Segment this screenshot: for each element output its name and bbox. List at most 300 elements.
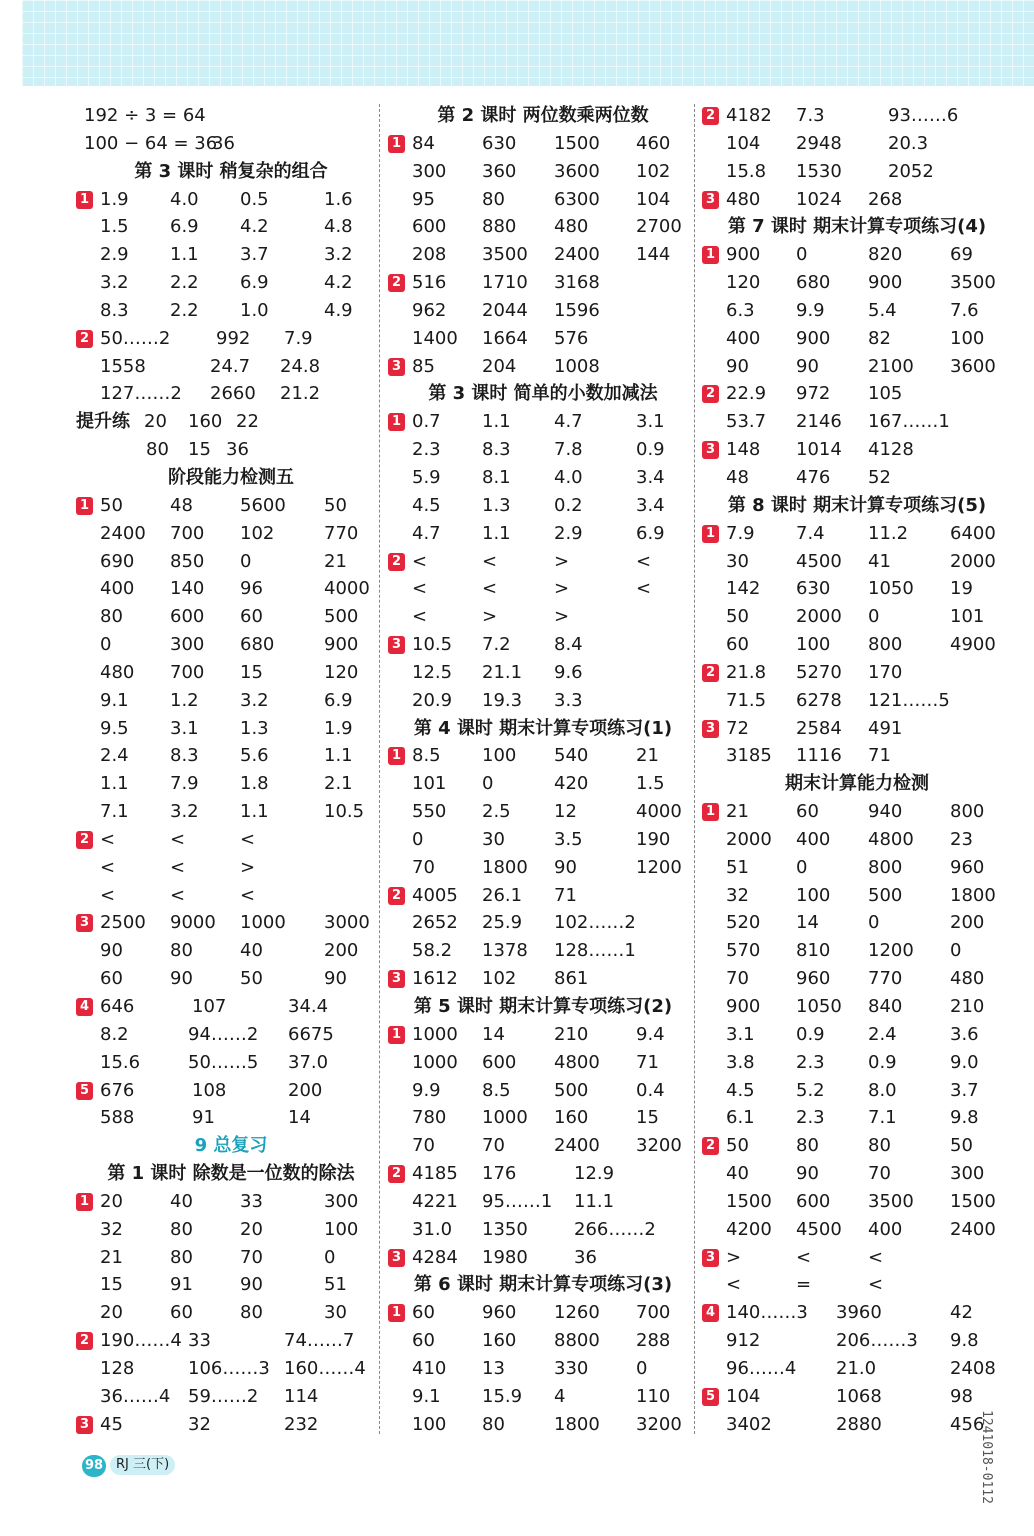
section-heading: 第 6 课时 期末计算专项练习(3) [413,1274,673,1296]
answer-value: 24.7 [210,355,251,377]
answer-row [76,548,386,576]
answer-row [76,631,386,659]
answer-value: 4200 [726,1218,772,1240]
answer-value: 7.2 [482,634,511,656]
answer-row [702,353,1012,381]
question-number-badge: 2 [76,330,93,348]
answer-value: 3600 [950,355,996,377]
answer-value: 6.1 [726,1107,755,1129]
answer-value: 4005 [412,884,458,906]
answer-row [702,297,1012,325]
answer-value: 2.2 [170,299,199,321]
answer-value: 104 [726,132,761,154]
question-number-badge: 1 [388,135,405,153]
answer-value: 85 [412,355,435,377]
answer-value: 3.8 [726,1051,755,1073]
answer-value: 0 [100,634,112,656]
answer-value: 30 [324,1302,347,1324]
question-number-badge: 3 [76,1416,93,1434]
answer-value: 90 [240,1274,263,1296]
answer-value: 9.8 [950,1107,979,1129]
answer-column-2 [388,102,698,1439]
answer-row [388,909,698,937]
answer-value: 37.0 [288,1051,329,1073]
answer-value: 96 [240,578,263,600]
answer-row [388,1383,698,1411]
answer-value: < [868,1246,884,1268]
answer-value: 680 [240,634,275,656]
answer-value: 48 [726,466,749,488]
column-divider [694,104,695,1434]
answer-value: 90 [324,968,347,990]
question-number-badge: 3 [388,970,405,988]
answer-value: 2652 [412,912,458,934]
answer-value: 160 [188,411,223,433]
answer-value: 288 [636,1330,671,1352]
answer-value: 102 [240,522,275,544]
answer-value: 400 [868,1218,903,1240]
answer-row [702,1104,1012,1132]
question-number-badge: 2 [388,887,405,905]
section-heading: 阶段能力检测五 [168,466,294,488]
answer-row [702,1077,1012,1105]
answer-value: 13 [482,1357,505,1379]
answer-value: 59……2 [188,1385,259,1407]
answer-row [702,659,1012,687]
answer-row [388,854,698,882]
answer-value: 206……3 [836,1330,918,1352]
answer-value: 460 [636,132,671,154]
answer-row [388,1355,698,1383]
answer-value: 6.9 [324,689,353,711]
answer-value: 630 [482,132,517,154]
answer-value: 21.0 [836,1357,877,1379]
answer-value: 142 [726,578,761,600]
answer-value: < [412,550,428,572]
question-number-badge: 2 [388,1165,405,1183]
answer-value: 2.4 [100,745,129,767]
answer-value: = [796,1274,812,1296]
answer-value: 0 [412,828,424,850]
answer-value: 4185 [412,1163,458,1185]
answer-value: 4.8 [324,216,353,238]
question-number-badge: 3 [702,1249,719,1267]
answer-row [388,408,698,436]
answer-value: 70 [240,1246,263,1268]
answer-value: < [100,828,116,850]
answer-value: 101 [950,606,985,628]
answer-value: 600 [482,1051,517,1073]
answer-value: 2052 [888,160,934,182]
answer-value: 4500 [796,1218,842,1240]
answer-value: 0 [796,244,808,266]
answer-value: 160 [482,1330,517,1352]
answer-value: 600 [412,216,447,238]
answer-value: 3.2 [240,689,269,711]
answer-value: 7.4 [796,522,825,544]
answer-row [388,1244,698,1272]
answer-value: 2584 [796,717,842,739]
answer-value: 4.0 [554,466,583,488]
answer-row [76,1327,386,1355]
answer-value: 8.5 [482,1079,511,1101]
answer-row [702,520,1012,548]
answer-value: 15 [240,661,263,683]
question-number-badge: 2 [76,1332,93,1350]
answer-value: 104 [726,1385,761,1407]
answer-value: 1558 [100,355,146,377]
answer-value: 4128 [868,439,914,461]
answer-value: 880 [482,216,517,238]
answer-value: 9.0 [950,1051,979,1073]
answer-value: 100 [950,327,985,349]
answer-value: 121……5 [868,689,950,711]
answer-value: 972 [796,383,831,405]
answer-value: 11.1 [574,1190,615,1212]
answer-value: 60 [412,1302,435,1324]
answer-value: 0 [796,856,808,878]
answer-value: 2100 [868,355,914,377]
answer-value: 3.1 [636,411,665,433]
answer-row [702,993,1012,1021]
answer-value: 2660 [210,383,256,405]
answer-row [388,882,698,910]
answer-value: 41 [868,550,891,572]
answer-value: 1.5 [636,773,665,795]
answer-value: 0.2 [554,494,583,516]
answer-value: 20.9 [412,689,453,711]
answer-value: 1024 [796,188,842,210]
answer-value: 50 [100,494,123,516]
answer-row [702,436,1012,464]
answer-row [76,770,386,798]
answer-value: 3.7 [240,244,269,266]
answer-value: 210 [554,1023,589,1045]
answer-value: 0 [482,773,494,795]
answer-value: 102 [636,160,671,182]
answer-value: 4221 [412,1190,458,1212]
answer-value: < [868,1274,884,1296]
answer-value: 900 [796,327,831,349]
answer-row [702,854,1012,882]
answer-value: 140……3 [726,1302,808,1324]
answer-value: 960 [950,856,985,878]
section-heading: 第 8 课时 期末计算专项练习(5) [727,494,987,516]
answer-row [702,186,1012,214]
answer-value: 1.1 [170,244,199,266]
answer-value: 3.5 [554,828,583,850]
answer-value: 1.1 [482,522,511,544]
answer-value: 6675 [288,1023,334,1045]
answer-value: 3185 [726,745,772,767]
answer-value: 540 [554,745,589,767]
answer-row [76,659,386,687]
answer-value: 3.4 [636,466,665,488]
answer-value: 8.3 [482,439,511,461]
answer-value: < [412,606,428,628]
answer-value: 1200 [868,940,914,962]
answer-value: 200 [288,1079,323,1101]
answer-value: 14 [288,1107,311,1129]
answer-value: 190……4 [100,1330,182,1352]
answer-value: 2000 [726,828,772,850]
answer-value: 1.0 [240,299,269,321]
answer-row [702,631,1012,659]
answer-value: 516 [412,272,447,294]
answer-value: 7.9 [170,773,199,795]
answer-value: 646 [100,996,135,1017]
answer-row [76,742,386,770]
answer-row [388,464,698,492]
answer-value: 1350 [482,1218,528,1240]
answer-value: 1980 [482,1246,528,1268]
answer-value: 106……3 [188,1357,270,1379]
answer-row [388,1077,698,1105]
answer-row [76,130,386,158]
answer-value: 8.3 [100,299,129,321]
answer-row [702,603,1012,631]
question-number-badge: 1 [702,525,719,543]
answer-value: 51 [726,856,749,878]
print-code: 1241018-0112 [979,1410,994,1504]
section-heading: 第 3 课时 简单的小数加减法 [428,383,658,405]
answer-value: 2700 [636,216,682,238]
section-heading: 第 7 课时 期末计算专项练习(4) [727,216,987,238]
answer-row [702,1216,1012,1244]
answer-row [388,241,698,269]
question-number-badge: 3 [702,191,719,209]
answer-value: < [726,1274,742,1296]
answer-value: 50 [324,494,347,516]
answer-value: 500 [868,884,903,906]
answer-value: 3600 [554,160,600,182]
answer-row [388,436,698,464]
practice-label: 提升练 [76,411,130,433]
answer-value: 2400 [950,1218,996,1240]
answer-value: 300 [170,634,205,656]
answer-value: 700 [636,1302,671,1324]
answer-value: 210 [950,996,985,1017]
answer-row [702,1383,1012,1411]
answer-value: 60 [796,801,819,823]
answer-value: 820 [868,244,903,266]
answer-value: 9.6 [554,661,583,683]
answer-value: 2948 [796,132,842,154]
answer-value: 200 [324,940,359,962]
answer-value: 19 [950,578,973,600]
answer-row [76,436,386,464]
answer-row [76,937,386,965]
answer-value: 960 [482,1302,517,1324]
question-number-badge: 3 [388,1249,405,1267]
answer-value: 770 [868,968,903,990]
question-number-badge: 2 [702,664,719,682]
answer-value: 160 [554,1107,589,1129]
answer-value: 3500 [482,244,528,266]
question-number-badge: 5 [76,1082,93,1100]
answer-value: 80 [240,1302,263,1324]
answer-value: 1000 [412,1023,458,1045]
question-number-badge: 1 [702,246,719,264]
answer-value: < [636,550,652,572]
answer-value: 148 [726,439,761,461]
answer-value: 70 [482,1135,505,1157]
answer-value: 8.1 [482,466,511,488]
question-number-badge: 1 [388,1304,405,1322]
answer-value: 52 [868,466,891,488]
answer-row [388,937,698,965]
answer-value: 36 [574,1246,597,1268]
answer-value: 900 [726,996,761,1017]
answer-value: 144 [636,244,671,266]
answer-value: 1378 [482,940,528,962]
answer-value: 160……4 [284,1357,366,1379]
answer-value: 4500 [796,550,842,572]
question-number-badge: 4 [702,1304,719,1322]
answer-value: 1500 [950,1190,996,1212]
answer-value: 7.6 [950,299,979,321]
answer-value: 50 [726,606,749,628]
answer-value: 2500 [100,912,146,934]
answer-value: 1.1 [482,411,511,433]
answer-value: 23 [950,828,973,850]
answer-row [76,380,386,408]
answer-value: 3200 [636,1135,682,1157]
answer-value: 480 [554,216,589,238]
answer-row [76,297,386,325]
answer-row [76,325,386,353]
answer-value: 1200 [636,856,682,878]
question-number-badge: 2 [702,107,719,125]
answer-row [388,770,698,798]
answer-value: 80 [868,1135,891,1157]
answer-value: 20 [240,1218,263,1240]
answer-row [702,158,1012,186]
answer-row [702,1299,1012,1327]
answer-value: 800 [868,856,903,878]
section-heading: 9 总复习 [194,1135,268,1157]
answer-value: 2044 [482,299,528,321]
answer-value: 190 [636,828,671,850]
answer-row [388,1160,698,1188]
answer-value: 1260 [554,1302,600,1324]
answer-value: 21 [100,1246,123,1268]
answer-value: 100 [796,634,831,656]
answer-value: > [554,550,570,572]
answer-value: 4900 [950,634,996,656]
answer-value: 1.1 [240,801,269,823]
answer-value: 90 [100,940,123,962]
answer-value: 22.9 [726,383,767,405]
answer-row [76,492,386,520]
answer-row [702,1132,1012,1160]
answer-row [76,993,386,1021]
answer-value: 4284 [412,1246,458,1268]
answer-value: 4.5 [412,494,441,516]
answer-row [388,297,698,325]
answer-value: 101 [412,773,447,795]
answer-value: 36 [226,439,249,461]
answer-row [76,575,386,603]
answer-value: 550 [412,801,447,823]
answer-value: 50 [950,1135,973,1157]
answer-row [702,1160,1012,1188]
section-heading: 第 4 课时 期末计算专项练习(1) [413,717,673,739]
answer-value: < [100,884,116,906]
answer-value: 71 [554,884,577,906]
answer-row [388,325,698,353]
answer-value: 330 [554,1357,589,1379]
answer-value: 6400 [950,522,996,544]
answer-value: 10.5 [412,634,453,656]
answer-value: 9.5 [100,717,129,739]
answer-value: 1116 [796,745,842,767]
answer-value: 268 [868,188,903,210]
answer-value: 2.9 [554,522,583,544]
answer-row [702,687,1012,715]
answer-value: 24.8 [280,355,321,377]
answer-value: 9.1 [100,689,129,711]
answer-value: 1664 [482,327,528,349]
answer-value: 21 [726,801,749,823]
answer-value: > [482,606,498,628]
answer-value: 4.2 [240,216,269,238]
answer-value: 1800 [554,1413,600,1435]
answer-value: 3500 [950,272,996,294]
answer-value: 4.9 [324,299,353,321]
answer-value: 104 [636,188,671,210]
answer-row [76,965,386,993]
answer-value: 3.7 [950,1079,979,1101]
answer-value: 4.0 [170,188,199,210]
answer-value: 7.9 [284,327,313,349]
answer-value: 676 [100,1079,135,1101]
answer-value: 70 [868,1163,891,1185]
answer-value: 1.3 [482,494,511,516]
answer-value: < [796,1246,812,1268]
answer-value: 600 [796,1190,831,1212]
answer-row [76,715,386,743]
answer-row [76,1049,386,1077]
answer-value: 33 [240,1190,263,1212]
answer-value: 15 [636,1107,659,1129]
answer-value: 9.8 [950,1330,979,1352]
answer-row [388,798,698,826]
answer-value: 98 [950,1385,973,1407]
answer-value: 6.9 [170,216,199,238]
answer-value: 0.9 [796,1023,825,1045]
answer-value: 2000 [796,606,842,628]
answer-value: 26.1 [482,884,523,906]
answer-value: > [554,578,570,600]
answer-value: 95……1 [482,1190,553,1212]
answer-value: 74……7 [284,1330,355,1352]
answer-value: 3960 [836,1302,882,1324]
answer-value: 780 [412,1107,447,1129]
answer-value: 480 [950,968,985,990]
answer-value: 410 [412,1357,447,1379]
answer-value: 21.8 [726,661,767,683]
answer-value: 7.1 [868,1107,897,1129]
answer-row [388,1132,698,1160]
question-number-badge: 1 [388,747,405,765]
answer-value: 102……2 [554,912,636,934]
answer-value: 204 [482,355,517,377]
answer-row [702,1327,1012,1355]
answer-value: 2146 [796,411,842,433]
answer-value: 1500 [726,1190,772,1212]
question-number-badge: 1 [76,1193,93,1211]
